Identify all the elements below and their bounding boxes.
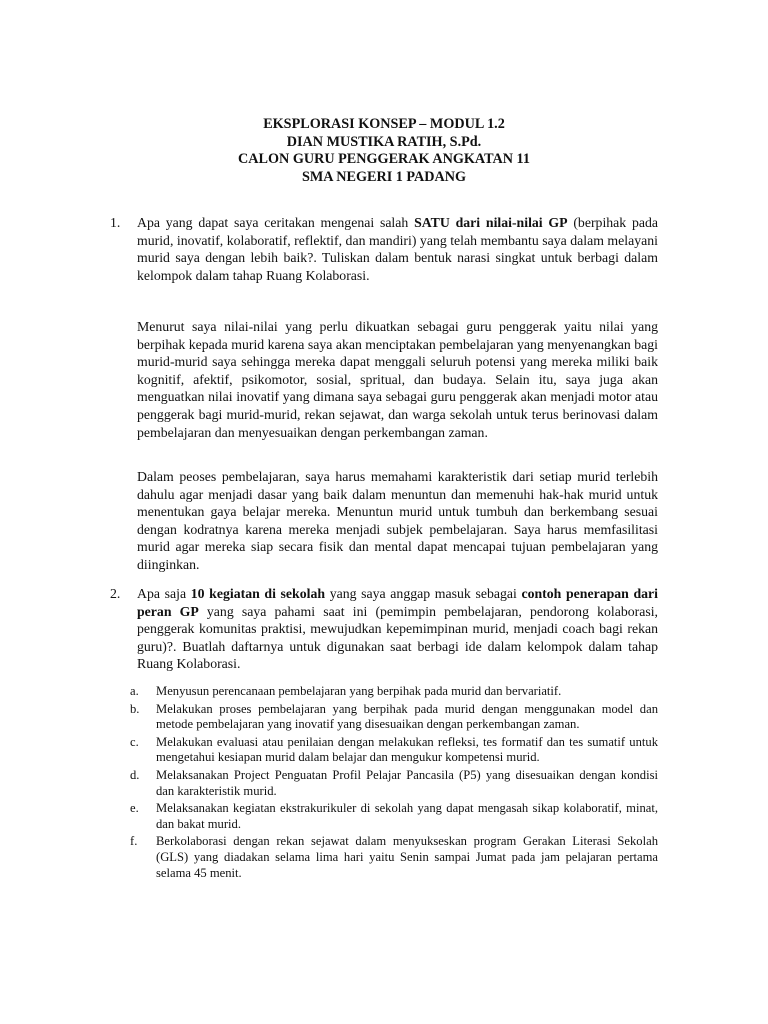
list-item (130, 834, 658, 881)
list-item (130, 702, 658, 733)
document-header (0, 116, 768, 186)
question-2-part-3: yang saya pahami saat ini (pemimpin pembelajaran, pendorong kolaborasi, penggerak komunitas praktisi, mewujudkan kepemimpinan murid, menjadi coach bagi rekan guru)?. Buatlah daftarnya untuk digunakan saat berbagi ide dalam kelompok dalam tahap Ruang Kolaborasi. (137, 603, 659, 672)
list-item-text: Melakukan evaluasi atau penilaian dengan melakukan refleksi, tes formatif dan tes sumatif untuk mengetahui kesiapan murid dalam belajar dan mengukur kompetensi murid. (156, 734, 658, 765)
list-item-letter: f. (130, 834, 138, 849)
list-item-letter: c. (130, 734, 139, 749)
list-item-text: Melaksanakan kegiatan ekstrakurikuler di sekolah yang dapat mengasah sikap kolaboratif, minat, dan bakat murid. (156, 801, 658, 831)
question-1-bold-1: SATU dari nilai-nilai GP (414, 215, 568, 230)
header-author: DIAN MUSTIKA RATIH, S.Pd. (286, 133, 482, 150)
question-1-number: 1. (110, 215, 121, 230)
list-item-text: Menyusun perencanaan pembelajaran yang berpihak pada murid dan bervariatif. (156, 684, 562, 698)
question-1-part-1: Apa yang dapat saya ceritakan mengenai salah (137, 215, 409, 230)
list-item-letter: d. (130, 767, 140, 782)
list-item-letter: e. (130, 801, 139, 816)
question-2-text (137, 585, 658, 673)
list-item-letter: b. (130, 701, 140, 716)
question-1-text (137, 214, 658, 284)
header-school: SMA NEGERI 1 PADANG (301, 168, 467, 185)
question-2-part-2: yang saya anggap masuk sebagai (329, 586, 517, 601)
header-title: EKSPLORASI KONSEP – MODUL 1.2 (263, 116, 505, 132)
list-item-text: Melaksanakan Project Penguatan Profil Pelajar Pancasila (P5) yang disesuaikan dengan kondisi dan karakteristik murid. (156, 767, 658, 798)
answer-1-paragraph-1: Menurut saya nilai-nilai yang perlu dikuatkan sebagai guru penggerak yaitu nilai yang berpihak kepada murid karena saya akan menciptakan pembelajaran yang menyenangkan bagi murid-murid saya sehingga mereka dapat menggali seluruh potensi yang mereka miliki baik kognitif, afektif, psikomotor, sosial, spritual, dan budaya. Selain itu, saya juga akan menguatkan nilai inovatif yang dimana saya sebagai guru penggerak akan menjadi motor atau penggerak bagi murid-murid, rekan sejawat, dan warga sekolah untuk terus berinovasi dalam pembelajaran dan menyesuaikan dengan perkembangan zaman. (137, 319, 658, 440)
header-program: CALON GURU PENGGERAK ANGKATAN 11 (238, 151, 530, 167)
answer-1-paragraph-2: Dalam peoses pembelajaran, saya harus memahami karakteristik dari setiap murid terlebih dahulu agar menjadi dasar yang baik dalam menuntun dan memenuhi hak-hak murid untuk menentukan gaya belajar mereka. Menuntun murid untuk tumbuh dan berkembang sesuai dengan kodratnya karena mereka menjadi subjek pembelajaran. Saya harus memfasilitasi murid agar mereka siap secara fisik dan mental dapat mencapai tujuan pembelajaran yang diinginkan. (137, 469, 658, 572)
list-item-letter: a. (130, 684, 139, 698)
list-item-text: Melakukan proses pembelajaran yang berpihak pada murid dengan menggunakan model dan metode pembelajaran yang inovatif yang disesuaikan dengan perkembangan zaman. (156, 701, 658, 732)
question-2-bold-2: contoh penerapan dari peran GP (137, 586, 659, 619)
question-2-bold-1: 10 kegiatan di sekolah (190, 586, 326, 601)
list-item-text: Berkolaborasi dengan rekan sejawat dalam menyukseskan program Gerakan Literasi Sekolah (GLS) yang diadakan selama lima hari yaitu Senin sampai Jumat pada jam pelajaran pertama selama 45 menit. (156, 834, 658, 880)
question-2-part-1: Apa saja (137, 586, 187, 601)
list-item (130, 801, 658, 832)
question-2-number: 2. (110, 586, 121, 601)
question-1-part-2: (berpihak pada murid, inovatif, kolaboratif, reflektif, dan mandiri) yang telah membantu saya dalam melayani murid saya dengan lebih baik?. Tuliskan dalam bentuk narasi singkat untuk berbagi dalam kelompok dalam tahap Ruang Kolaborasi. (137, 215, 658, 283)
list-item (130, 768, 658, 799)
list-item (130, 735, 658, 766)
activity-list (130, 684, 658, 883)
list-item (130, 684, 658, 700)
